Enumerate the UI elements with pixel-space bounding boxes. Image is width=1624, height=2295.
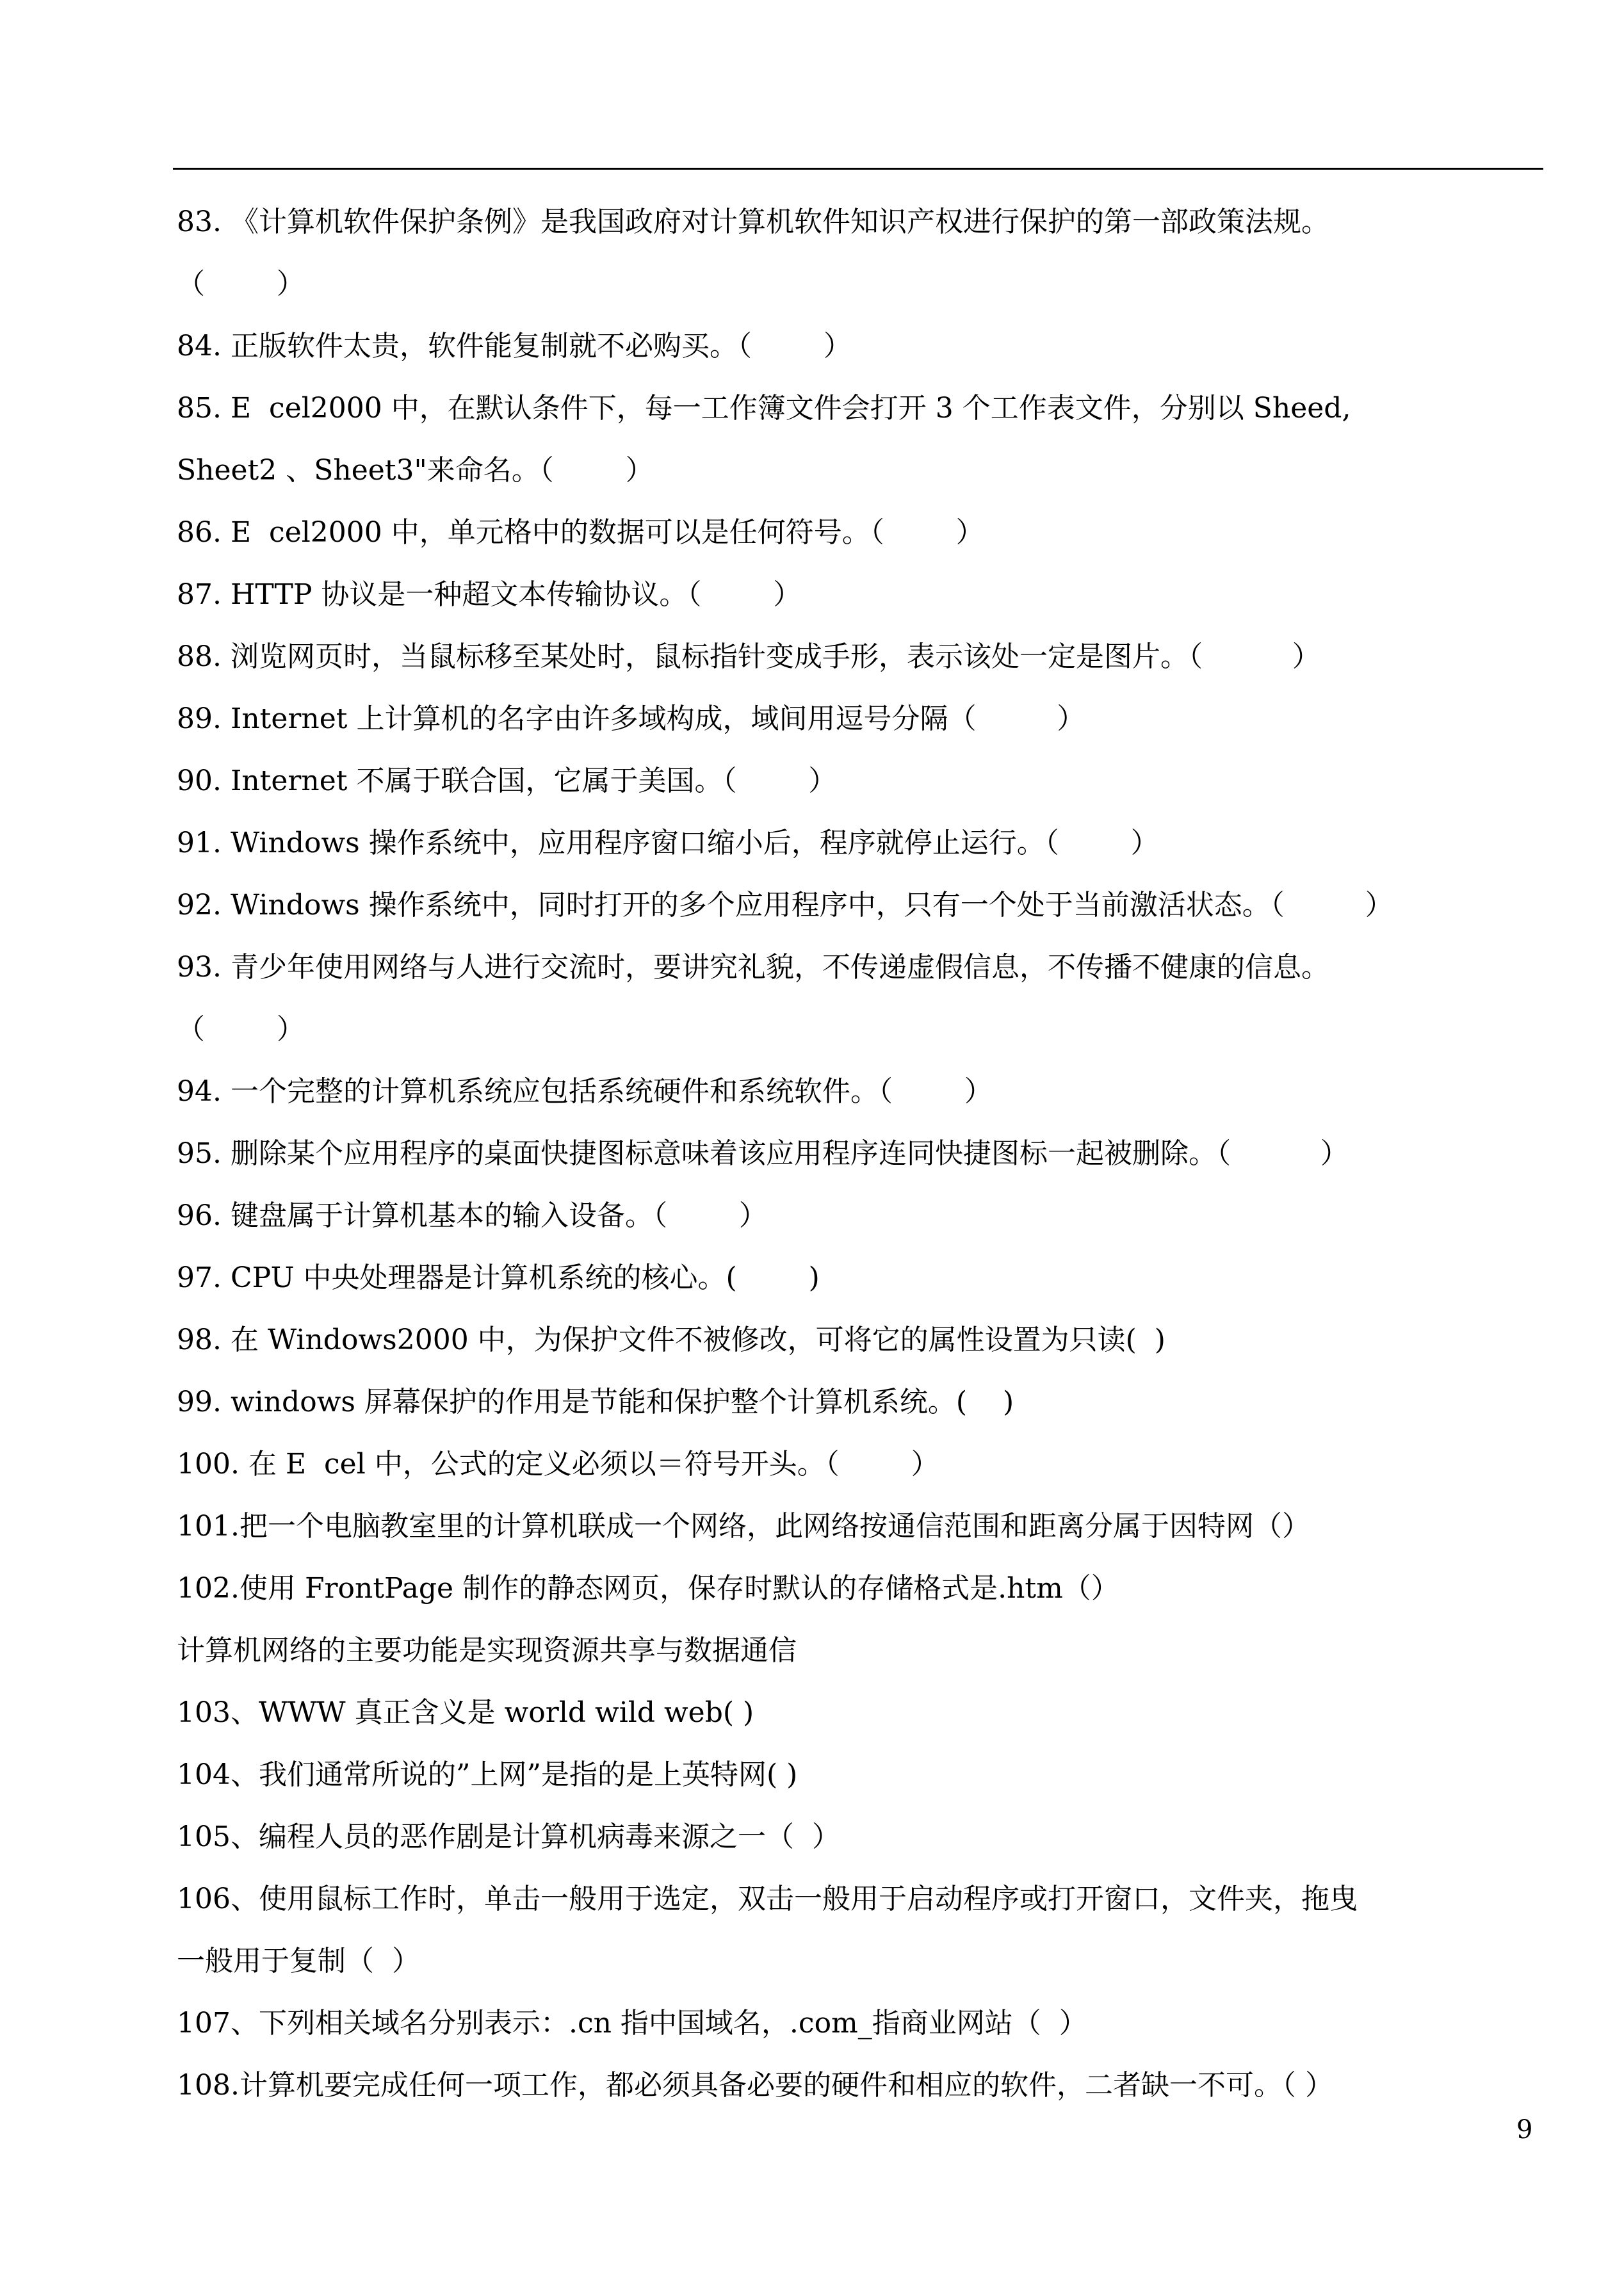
question-line: 100. 在 E cel 中，公式的定义必须以＝符号开头。（ ） (177, 1448, 939, 1480)
question-line: 96. 键盘属于计算机基本的输入设备。（ ） (177, 1199, 767, 1232)
question-line: 107、下列相关域名分别表示：.cn 指中国域名，.com_指商业网站（ ） (177, 2007, 1087, 2040)
question-line: 94. 一个完整的计算机系统应包括系统硬件和系统软件。（ ） (177, 1075, 993, 1108)
question-line: 84. 正版软件太贵，软件能复制就不必购买。（ ） (177, 330, 852, 362)
question-line: 97. CPU 中央处理器是计算机系统的核心。( ) (177, 1261, 820, 1294)
question-line: （ ） (177, 268, 305, 300)
question-line: 88. 浏览网页时，当鼠标移至某处时，鼠标指针变成手形，表示该处一定是图片。（ ） (177, 640, 1320, 673)
question-line: 86. E cel2000 中，单元格中的数据可以是任何符号。（ ） (177, 516, 984, 549)
question-line: 92. Windows 操作系统中，同时打开的多个应用程序中，只有一个处于当前激活状态。（ ） (177, 889, 1393, 921)
question-line: 83. 《计算机软件保护条例》是我国政府对计算机软件知识产权进行保护的第一部政策法规。 (177, 206, 1329, 238)
question-line: 103、WWW 真正含义是 world wild web( ) (177, 1696, 754, 1729)
question-line: 93. 青少年使用网络与人进行交流时，要讲究礼貌，不传递虚假信息，不传播不健康的信息。 (177, 951, 1329, 984)
question-line: 106、使用鼠标工作时，单击一般用于选定，双击一般用于启动程序或打开窗口，文件夹，拖曳 (177, 1883, 1358, 1915)
question-line: 87. HTTP 协议是一种超文本传输协议。（ ） (177, 578, 802, 611)
header-rule (173, 168, 1543, 170)
question-line: 101.把一个电脑教室里的计算机联成一个网络，此网络按通信范围和距离分属于因特网（） (177, 1510, 1310, 1543)
question-line: 104、我们通常所说的”上网”是指的是上英特网( ) (177, 1758, 798, 1791)
question-line: 108.计算机要完成任何一项工作，都必须具备必要的硬件和相应的软件，二者缺一不可。（ ） (177, 2069, 1333, 2102)
question-line: 91. Windows 操作系统中，应用程序窗口缩小后，程序就停止运行。（ ） (177, 827, 1159, 859)
question-line: 99. windows 屏幕保护的作用是节能和保护整个计算机系统。( ) (177, 1386, 1014, 1418)
question-line: 一般用于复制（ ） (177, 1945, 420, 1977)
question-line: Sheet2 、Sheet3"来命名。（ ） (177, 454, 654, 487)
question-line: 90. Internet 不属于联合国，它属于美国。（ ） (177, 765, 837, 797)
question-line: 85. E cel2000 中，在默认条件下，每一工作簿文件会打开 3 个工作表文件，分别以 Sheed, (177, 392, 1351, 425)
page-number: 9 (1516, 2115, 1533, 2145)
question-line: 98. 在 Windows2000 中，为保护文件不被修改，可将它的属性设置为只读( ) (177, 1324, 1165, 1356)
question-line: 89. Internet 上计算机的名字由许多域构成，域间用逗号分隔（ ） (177, 702, 1085, 735)
question-line: 95. 删除某个应用程序的桌面快捷图标意味着该应用程序连同快捷图标一起被删除。（ ） (177, 1137, 1349, 1170)
question-line: （ ） (177, 1013, 305, 1046)
question-line: 计算机网络的主要功能是实现资源共享与数据通信 (177, 1634, 797, 1667)
question-line: 105、编程人员的恶作剧是计算机病毒来源之一（ ） (177, 1821, 840, 1853)
question-line: 102.使用 FrontPage 制作的静态网页，保存时默认的存储格式是.htm（） (177, 1572, 1119, 1605)
question-list (177, 191, 1547, 2116)
